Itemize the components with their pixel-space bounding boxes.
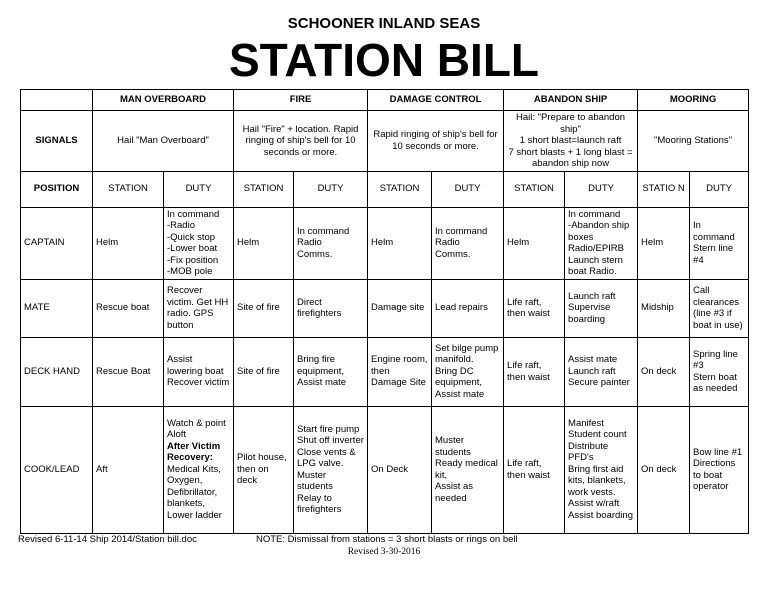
duty-line: Watch & point xyxy=(167,417,226,429)
duty-line: In command xyxy=(167,208,220,220)
duty-cell: Call clearances (line #3 if boat in use) xyxy=(690,279,749,337)
station-header: STATION xyxy=(234,171,294,207)
duty-line: -Radio xyxy=(167,220,195,231)
station-cell: On Deck xyxy=(368,406,432,533)
duty-line: In command xyxy=(568,208,621,220)
duty-header: DUTY xyxy=(164,171,234,207)
duty-line: -MOB pole xyxy=(167,266,213,277)
duty-line: -Fix position xyxy=(167,254,219,266)
duty-cell xyxy=(565,207,638,279)
duty-cell xyxy=(164,406,234,533)
duty-header: DUTY xyxy=(690,171,749,207)
dismissal-note: NOTE: Dismissal from stations = 3 short blasts or rings on bell xyxy=(256,534,518,545)
category-man-overboard: MAN OVERBOARD xyxy=(93,90,234,111)
page-title: STATION BILL xyxy=(228,34,540,86)
signal-fire: Hail "Fire" + location. Rapid ringing of ship's bell for 10 seconds or more. xyxy=(234,111,368,172)
table-row-mate xyxy=(21,279,749,337)
station-cell: On deck xyxy=(638,406,690,533)
duty-line: Launch raft xyxy=(568,290,616,302)
duty-cell xyxy=(432,337,504,406)
duty-line: Manifest xyxy=(568,417,604,429)
station-cell: Midship xyxy=(638,279,690,337)
duty-cell xyxy=(690,337,749,406)
duty-header: DUTY xyxy=(565,171,638,207)
category-damage-control: DAMAGE CONTROL xyxy=(368,90,504,111)
signals-row xyxy=(21,111,749,172)
duty-cell xyxy=(690,406,749,533)
duty-line: Secure painter xyxy=(568,377,630,389)
position-label: POSITION xyxy=(21,171,93,207)
duty-line: Student count xyxy=(568,429,627,441)
duty-cell: Bring fire equipment, Assist mate xyxy=(294,337,368,406)
station-cell: Helm xyxy=(638,207,690,279)
duty-line: Assist mate xyxy=(435,388,485,400)
duty-header: DUTY xyxy=(294,171,368,207)
duty-line: Relay to firefighters xyxy=(297,492,342,515)
position-cell: CAPTAIN xyxy=(21,207,93,279)
signal-mooring: "Mooring Stations" xyxy=(638,111,749,172)
duty-line: In command xyxy=(297,225,350,237)
signal-abandon-line: 7 short blasts + 1 long blast = abandon ship now xyxy=(508,146,633,169)
station-cell: Engine room, then Damage Site xyxy=(368,337,432,406)
duty-header: DUTY xyxy=(432,171,504,207)
duty-line: Muster students xyxy=(435,435,471,458)
duty-line: Recover victim xyxy=(167,377,230,389)
position-cell: DECK HAND xyxy=(21,337,93,406)
station-header: STATION xyxy=(504,171,565,207)
duty-line: Comms. xyxy=(435,248,471,260)
duty-cell xyxy=(432,406,504,533)
corner-cell xyxy=(21,90,93,111)
duty-cell xyxy=(164,207,234,279)
duty-cell xyxy=(690,207,749,279)
duty-line: Assist lowering boat xyxy=(167,354,224,377)
duty-line: In command xyxy=(693,220,735,243)
duty-line: Assist mate xyxy=(568,354,618,366)
duty-line: Set bilge pump manifold. xyxy=(435,342,499,366)
signal-abandon-ship xyxy=(504,111,638,172)
station-cell: Helm xyxy=(368,207,432,279)
duty-cell xyxy=(565,406,638,533)
duty-line: Shut off inverter xyxy=(297,435,364,446)
signals-label: SIGNALS xyxy=(21,111,93,172)
duty-line: In command xyxy=(435,225,488,237)
signal-abandon-line: Hail: "Prepare to abandon ship" xyxy=(516,112,626,135)
duty-line: Radio/EPIRB xyxy=(568,243,625,254)
station-cell: On deck xyxy=(638,337,690,406)
station-cell: Site of fire xyxy=(234,279,294,337)
duty-line: Assist as needed xyxy=(435,481,474,504)
duty-cell: Recover victim. Get HH radio. GPS button xyxy=(164,279,234,337)
station-cell: Life raft, then waist xyxy=(504,279,565,337)
duty-cell xyxy=(294,406,368,533)
station-cell: Aft xyxy=(93,406,164,533)
duty-line: Distribute PFD's xyxy=(568,440,609,464)
duty-line: Muster students xyxy=(297,469,333,492)
revision-file-note: Revised 6-11-14 Ship 2014/Station bill.doc xyxy=(18,534,197,545)
table-row-captain xyxy=(21,207,749,279)
duty-line: Radio xyxy=(435,237,460,249)
station-cell: Rescue boat xyxy=(93,279,164,337)
duty-line: Ready medical kit, xyxy=(435,458,498,481)
duty-line: Supervise boarding xyxy=(568,302,611,325)
station-cell: Helm xyxy=(234,207,294,279)
station-cell: Damage site xyxy=(368,279,432,337)
duty-line: Radio xyxy=(297,237,322,249)
duty-line: Aloft xyxy=(167,429,187,441)
station-cell: Life raft, then waist xyxy=(504,337,565,406)
signal-damage-control: Rapid ringing of ship's bell for 10 seconds or more. xyxy=(368,111,504,172)
duty-line: Assist w/raft xyxy=(568,498,620,510)
position-cell: COOK/LEAD xyxy=(21,406,93,533)
duty-cell xyxy=(432,207,504,279)
duty-line: Stern boat as needed xyxy=(693,371,738,394)
organization-name: SCHOONER INLAND SEAS xyxy=(287,15,481,32)
duty-cell: Lead repairs xyxy=(432,279,504,337)
category-fire: FIRE xyxy=(234,90,368,111)
station-cell: Rescue Boat xyxy=(93,337,164,406)
subheader-row xyxy=(21,171,749,207)
duty-line-bold: After Victim Recovery: xyxy=(167,440,221,464)
duty-cell xyxy=(164,337,234,406)
duty-line: -Lower boat xyxy=(167,243,218,254)
position-cell: MATE xyxy=(21,279,93,337)
category-header-row xyxy=(21,90,749,111)
station-header: STATION xyxy=(368,171,432,207)
duty-line: -Quick stop xyxy=(167,231,216,243)
table-row-cook-lead xyxy=(21,406,749,533)
revision-date: Revised 3-30-2016 xyxy=(347,547,421,557)
duty-line: -Abandon ship boxes xyxy=(568,220,630,243)
signal-abandon-line: 1 short blast=launch raft xyxy=(519,135,622,146)
duty-line: Directions to boat operator xyxy=(693,458,736,492)
duty-line: Medical Kits, Oxygen, Defibrillator, blankets, Lower ladder xyxy=(167,463,222,521)
category-abandon-ship: ABANDON SHIP xyxy=(504,90,638,111)
duty-cell xyxy=(565,337,638,406)
station-cell: Helm xyxy=(93,207,164,279)
station-header: STATIO N xyxy=(638,171,690,207)
table-row-deck-hand xyxy=(21,337,749,406)
duty-cell xyxy=(565,279,638,337)
duty-line: Start fire pump xyxy=(297,423,360,435)
station-bill-table xyxy=(20,89,749,534)
duty-line: Bring first aid kits, blankets, work vests. xyxy=(568,463,626,498)
duty-line: Comms. xyxy=(297,248,333,260)
station-cell: Helm xyxy=(504,207,565,279)
duty-line: Launch stern boat Radio. xyxy=(568,254,623,277)
duty-line: Bow line #1 xyxy=(693,446,743,458)
duty-line: Close vents & LPG valve. xyxy=(297,446,356,469)
station-cell: Site of fire xyxy=(234,337,294,406)
duty-line: Assist boarding xyxy=(568,509,633,521)
station-header: STATION xyxy=(93,171,164,207)
signal-man-overboard: Hail "Man Overboard" xyxy=(93,111,234,172)
duty-line: Spring line #3 xyxy=(693,348,738,371)
station-cell: Pilot house, then on deck xyxy=(234,406,294,533)
duty-cell: Direct firefighters xyxy=(294,279,368,337)
duty-line: Launch raft xyxy=(568,365,616,377)
duty-line: Stern line #4 xyxy=(693,243,734,266)
duty-line: Bring DC equipment, xyxy=(435,365,483,389)
category-mooring: MOORING xyxy=(638,90,749,111)
station-cell: Life raft, then waist xyxy=(504,406,565,533)
duty-cell xyxy=(294,207,368,279)
